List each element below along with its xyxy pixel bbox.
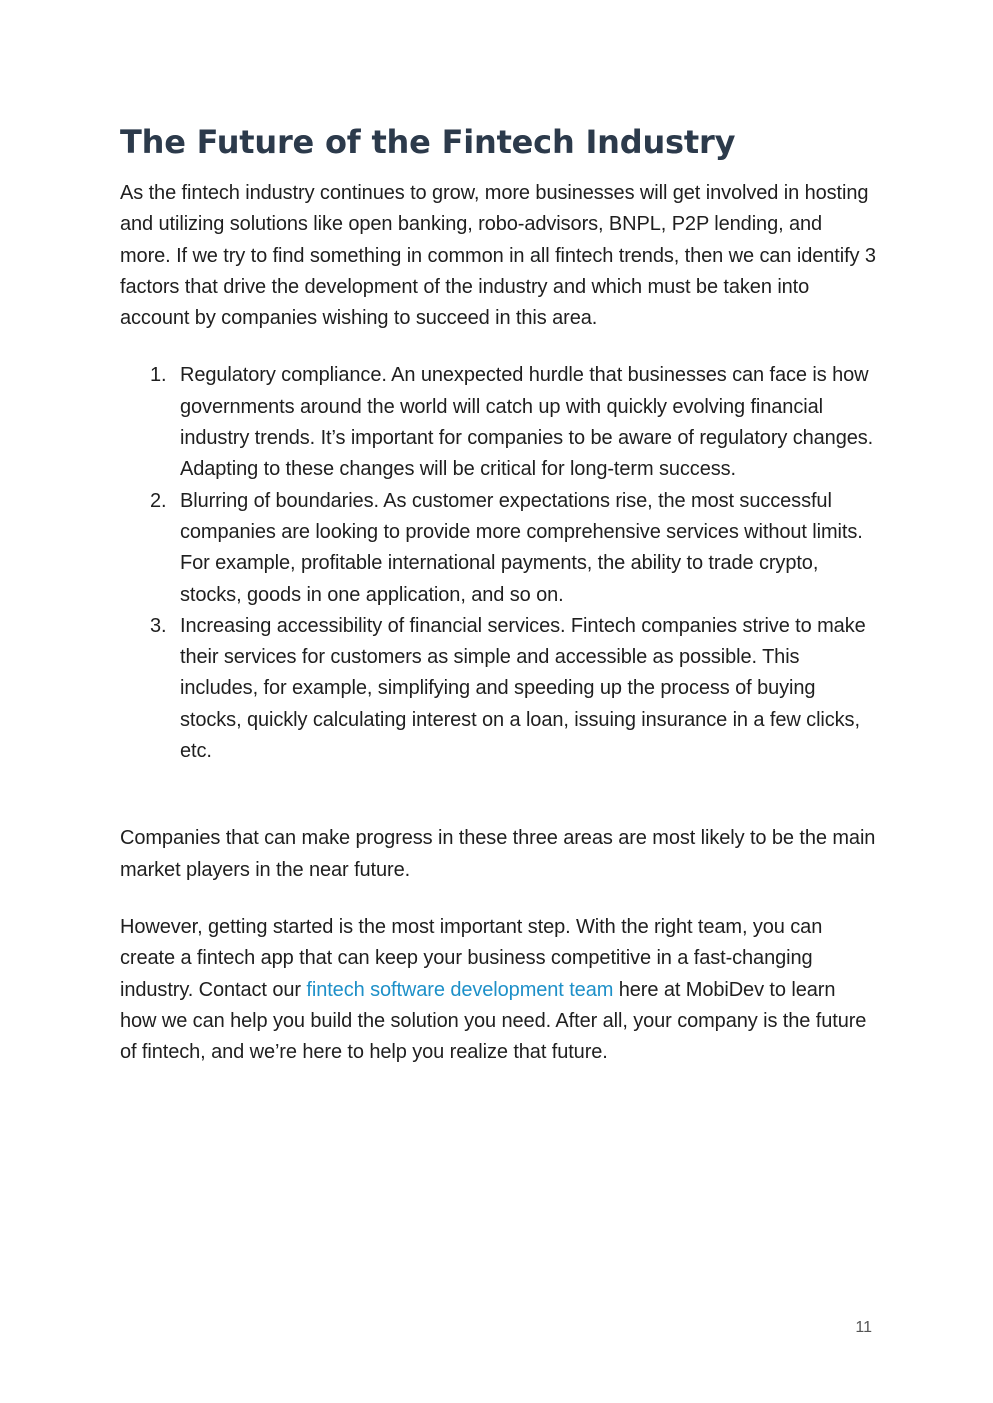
cta-text-after: here at MobiDev to learn how we can help you build the solution you need. After all, your company is the future of fintech, and we’re here to help you realize that future.	[120, 978, 867, 1064]
list-item	[150, 486, 876, 611]
list-item	[150, 611, 876, 767]
list-item-number: 3.	[150, 614, 167, 637]
list-item-text: Blurring of boundaries. As customer expectations rise, the most successful companies are looking to provide more comprehensive services without limits. For example, profitable international payments, the ability to trade crypto, stocks, goods in one application, and so on.	[180, 489, 863, 606]
list-item-number: 2.	[150, 489, 167, 512]
document-page	[120, 120, 876, 1068]
page-title: The Future of the Fintech Industry	[120, 123, 736, 161]
page-number: 11	[855, 1319, 872, 1336]
intro-paragraph: As the fintech industry continues to grow, more businesses will get involved in hosting and utilizing solutions like open banking, robo-advisors, BNPL, P2P lending, and more. If we try to find something in common in all fintech trends, then we can identify 3 factors that drive the development of the industry and which must be taken into account by companies wishing to succeed in this area.	[120, 182, 876, 330]
fintech-team-link[interactable]: fintech software development team	[306, 978, 614, 1001]
closing-paragraph: Companies that can make progress in these three areas are most likely to be the main market players in the near future.	[120, 827, 876, 881]
factors-list	[120, 360, 876, 767]
list-item-number: 1.	[150, 364, 167, 387]
list-item-text: Regulatory compliance. An unexpected hurdle that businesses can face is how governments around the world will catch up with quickly evolving financial industry trends. It’s important for companies to be aware of regulatory changes. Adapting to these changes will be critical for long-term success.	[180, 364, 874, 481]
list-item-text: Increasing accessibility of financial services. Fintech companies strive to make their services for customers as simple and accessible as possible. This includes, for example, simplifying and speeding up the process of buying stocks, quickly calculating interest on a loan, issuing insurance in a few clicks, etc.	[180, 614, 866, 763]
cta-text-before: However, getting started is the most important step. With the right team, you can create a fintech app that can keep your business competitive in a fast-changing industry. Contact our	[120, 915, 823, 1001]
cta-paragraph	[120, 912, 876, 1068]
list-item	[150, 360, 876, 485]
